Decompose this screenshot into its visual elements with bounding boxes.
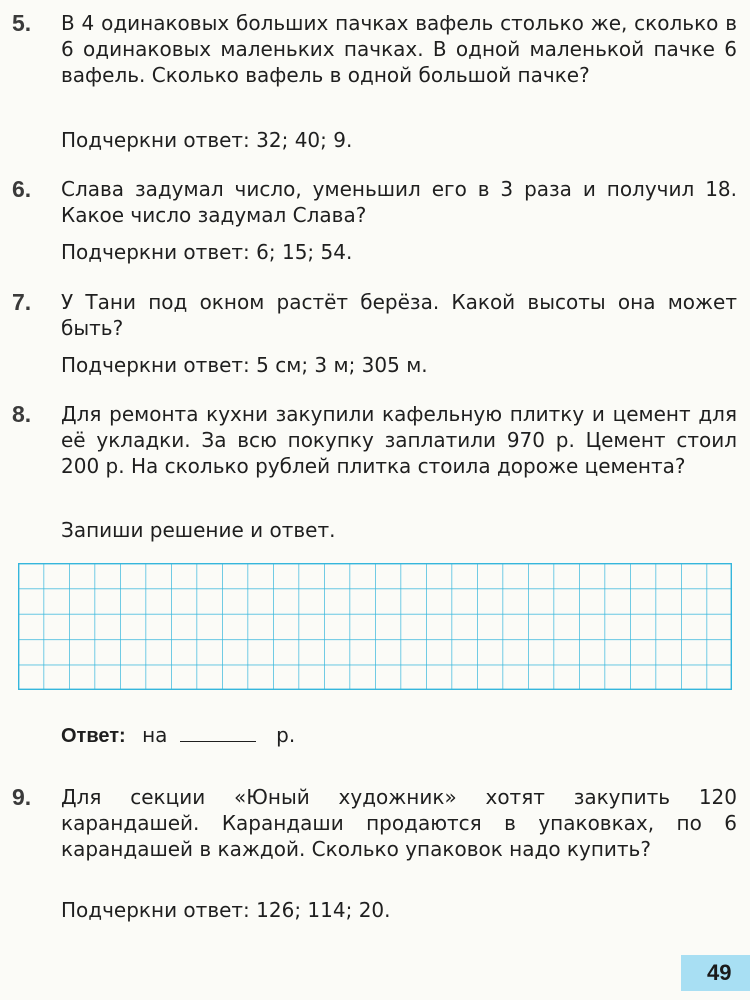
answer-prompt: Подчеркни ответ: 6; 15; 54. bbox=[61, 240, 353, 264]
answer-prompt: Подчеркни ответ: 5 см; 3 м; 305 м. bbox=[61, 353, 428, 377]
page-number: 49 bbox=[681, 955, 750, 991]
answer-prompt: Подчеркни ответ: 126; 114; 20. bbox=[61, 898, 391, 922]
task-number: 7. bbox=[12, 289, 32, 315]
task-question: Для секции «Юный художник» хотят закупить 120 карандашей. Карандаши продаются в упаковках, по 6 карандашей в каждой. Сколько упаковок надо купить? bbox=[61, 785, 737, 861]
task-number: 9. bbox=[12, 784, 32, 810]
task-question: Для ремонта кухни закупили кафельную плитку и цемент для её укладки. За всю покупку заплатили 970 р. Цемент стоил 200 р. На сколько рублей плитка стоила дороже цемента? bbox=[61, 402, 737, 478]
task-number: 6. bbox=[12, 176, 32, 202]
task-question: У Тани под окном растёт берёза. Какой высоты она может быть? bbox=[61, 290, 737, 340]
task-question: В 4 одинаковых больших пачках вафель столько же, сколько в 6 одинаковых маленьких пачках. В одной маленькой пачке 6 вафель. Сколько вафель в одной большой пачке? bbox=[61, 11, 737, 87]
task-number: 8. bbox=[12, 401, 32, 427]
answer-prefix: на bbox=[142, 723, 168, 747]
grid-lines bbox=[18, 563, 732, 690]
answer-prompt: Подчеркни ответ: 32; 40; 9. bbox=[61, 128, 353, 152]
task-number: 5. bbox=[12, 10, 32, 36]
answer-label: Ответ: bbox=[61, 725, 126, 747]
answer-line bbox=[61, 722, 295, 749]
solution-grid[interactable] bbox=[18, 563, 732, 694]
answer-suffix: р. bbox=[276, 723, 296, 747]
answer-blank[interactable] bbox=[180, 723, 256, 742]
answer-prompt: Запиши решение и ответ. bbox=[61, 518, 336, 542]
task-question: Слава задумал число, уменьшил его в 3 раза и получил 18. Какое число задумал Слава? bbox=[61, 177, 737, 227]
